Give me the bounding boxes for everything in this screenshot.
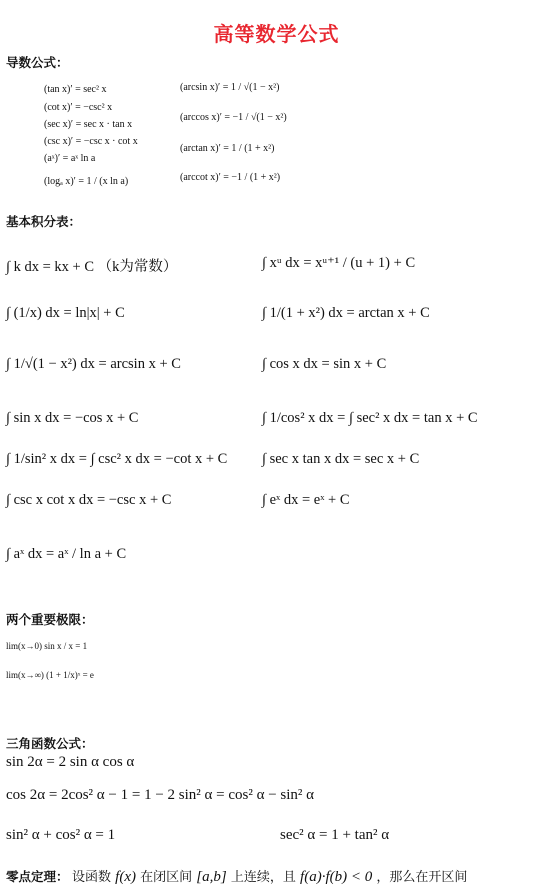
zero-theorem-text-1: 设函数: [72, 870, 112, 885]
zero-theorem-label: 零点定理：: [6, 869, 69, 884]
limit-formula: lim(x→0) sin x / x = 1: [6, 641, 88, 651]
integral-formula: ∫ sec x tan x dx = sec x + C: [262, 451, 420, 467]
derivative-formula: (arccot x)′ = −1 / (1 + x²): [180, 172, 281, 183]
derivative-formula: (arccos x)′ = −1 / √(1 − x²): [180, 112, 287, 123]
zero-theorem-math-2: [a,b]: [196, 869, 227, 885]
section-heading-derivatives: 导数公式：: [6, 55, 69, 70]
zero-theorem-math-1: f(x): [115, 869, 136, 885]
integral-formula: ∫ sin x dx = −cos x + C: [6, 410, 139, 426]
trig-formula: sin² α + cos² α = 1: [6, 827, 116, 843]
derivative-formula: (logₐ x)′ = 1 / (x ln a): [44, 176, 129, 187]
zero-theorem-math-3: f(a)·f(b) < 0: [300, 869, 373, 885]
zero-theorem-text-2: 在闭区间: [140, 870, 193, 885]
derivative-formula: (tan x)′ = sec² x: [44, 84, 107, 95]
integral-formula: ∫ csc x cot x dx = −csc x + C: [6, 492, 172, 508]
derivative-formula: (aˣ)′ = aˣ ln a: [44, 153, 96, 164]
trig-formula: sin 2α = 2 sin α cos α: [6, 754, 135, 770]
derivative-formula: (cot x)′ = −csc² x: [44, 102, 113, 113]
zero-theorem-text: [72, 870, 467, 885]
integral-formula: ∫ 1/sin² x dx = ∫ csc² x dx = −cot x + C: [6, 451, 228, 467]
zero-theorem: [6, 866, 467, 886]
derivative-formula: (csc x)′ = −csc x · cot x: [44, 136, 138, 147]
zero-theorem-text-4: ，那么在开区间: [376, 870, 468, 885]
section-heading-limits: 两个重要极限：: [6, 612, 94, 627]
integral-formula: ∫ k dx = kx + C （k为常数）: [6, 259, 178, 275]
integral-formula: ∫ cos x dx = sin x + C: [262, 356, 387, 372]
integral-formula: ∫ (1/x) dx = ln|x| + C: [6, 305, 125, 321]
derivative-formula: (arctan x)′ = 1 / (1 + x²): [180, 143, 275, 154]
integral-formula: ∫ 1/√(1 − x²) dx = arcsin x + C: [6, 356, 181, 372]
limit-formula: lim(x→∞) (1 + 1/x)ˣ = e: [6, 670, 94, 680]
page-title: 高等数学公式: [213, 22, 340, 46]
derivative-formula: (sec x)′ = sec x · tan x: [44, 119, 133, 130]
integral-formula: ∫ 1/(1 + x²) dx = arctan x + C: [262, 305, 430, 321]
integral-formula: ∫ 1/cos² x dx = ∫ sec² x dx = tan x + C: [262, 410, 478, 426]
zero-theorem-text-3: 上连续，且: [230, 870, 296, 885]
trig-formula: cos 2α = 2cos² α − 1 = 1 − 2 sin² α = cos² α − sin² α: [6, 787, 315, 803]
trig-formula: sec² α = 1 + tan² α: [280, 827, 390, 843]
section-heading-trig: 三角函数公式：: [6, 736, 94, 751]
integral-formula: ∫ aˣ dx = aˣ / ln a + C: [6, 546, 127, 562]
integral-formula: ∫ eˣ dx = eˣ + C: [262, 492, 350, 508]
integral-formula: ∫ xᵘ dx = xᵘ⁺¹ / (u + 1) + C: [262, 255, 416, 271]
derivative-formula: (arcsin x)′ = 1 / √(1 − x²): [180, 82, 280, 93]
section-heading-integrals: 基本积分表：: [6, 214, 82, 229]
